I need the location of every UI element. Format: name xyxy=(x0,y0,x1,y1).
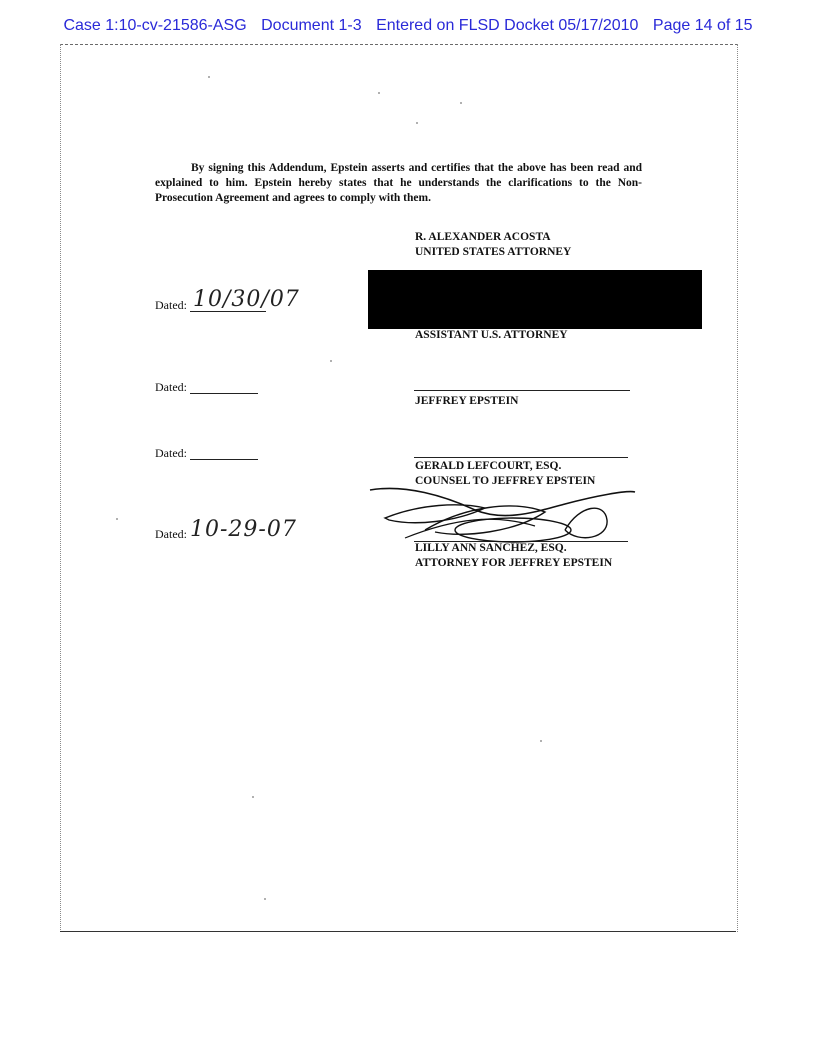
scan-speck xyxy=(460,102,462,104)
scan-speck xyxy=(416,122,418,124)
signature-line-lefcourt xyxy=(414,457,628,458)
lefcourt-title: COUNSEL TO JEFFREY EPSTEIN xyxy=(415,475,596,487)
scan-speck xyxy=(208,76,210,78)
scan-speck xyxy=(378,92,380,94)
epstein-name: JEFFREY EPSTEIN xyxy=(415,395,519,407)
date-line-1 xyxy=(190,311,266,312)
sanchez-name: LILLY ANN SANCHEZ, ESQ. xyxy=(415,542,567,554)
addendum-certification-text: By signing this Addendum, Epstein asserts and certifies that the above has been read and explained to him. Epstein hereby states that he understands the clarifications to the Non-Prosecution Agreement and agrees to comply with them. xyxy=(155,161,642,204)
document-number: Document 1-3 xyxy=(261,17,362,34)
signature-line-epstein xyxy=(414,390,630,391)
docket-entry: Entered on FLSD Docket 05/17/2010 xyxy=(376,17,639,34)
handwritten-date-1: 10/30/07 xyxy=(193,287,300,312)
handwritten-date-4: 10-29-07 xyxy=(190,517,297,542)
lefcourt-name: GERALD LEFCOURT, ESQ. xyxy=(415,460,562,472)
us-attorney-name: R. ALEXANDER ACOSTA xyxy=(415,231,551,243)
scan-speck xyxy=(264,898,266,900)
sanchez-title: ATTORNEY FOR JEFFREY EPSTEIN xyxy=(415,557,613,569)
dated-label-4: Dated: xyxy=(155,527,187,541)
page-number: Page 14 of 15 xyxy=(652,17,753,34)
assistant-attorney-title: ASSISTANT U.S. ATTORNEY xyxy=(415,329,568,341)
docket-header xyxy=(0,17,816,35)
scan-speck xyxy=(330,360,332,362)
date-line-3 xyxy=(190,459,258,460)
scan-speck xyxy=(540,740,542,742)
page-bottom-rule xyxy=(60,931,736,932)
dated-label-2: Dated: xyxy=(155,380,187,394)
dated-label-1: Dated: xyxy=(155,298,187,312)
case-number: Case 1:10-cv-21586-ASG xyxy=(63,17,247,34)
scan-speck xyxy=(252,796,254,798)
dated-label-3: Dated: xyxy=(155,446,187,460)
date-line-2 xyxy=(190,393,258,394)
us-attorney-title: UNITED STATES ATTORNEY xyxy=(415,246,572,258)
redaction-bar xyxy=(368,270,702,329)
scan-speck xyxy=(116,518,118,520)
